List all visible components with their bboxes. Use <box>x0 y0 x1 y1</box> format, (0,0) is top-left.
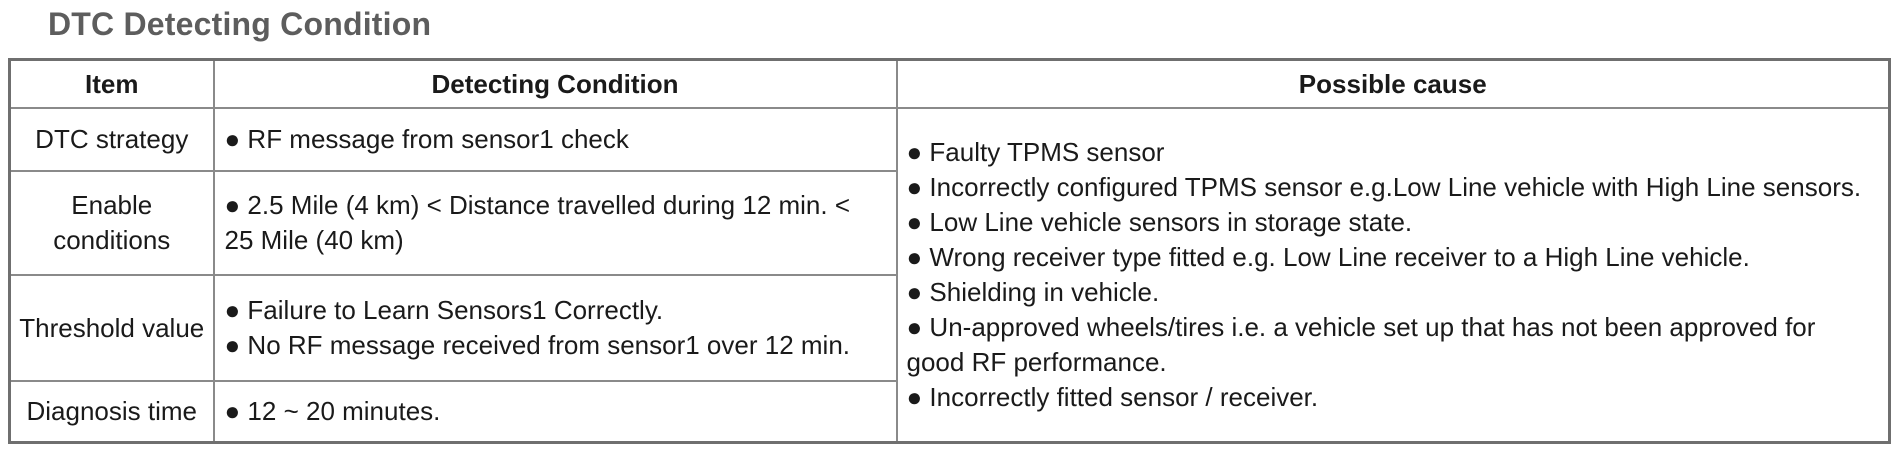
item-dtc-strategy: DTC strategy <box>10 108 214 171</box>
condition-enable-conditions <box>214 171 897 275</box>
cause-item: ● Wrong receiver type fitted e.g. Low Line receiver to a High Line vehicle. <box>906 241 1750 272</box>
cause-item: ● Low Line vehicle sensors in storage state. <box>906 206 1413 237</box>
condition-line: ● RF message from sensor1 check <box>224 124 629 154</box>
cause-item: ● Shielding in vehicle. <box>906 276 1160 307</box>
dtc-condition-table <box>8 58 1891 444</box>
condition-line: ● No RF message received from sensor1 over 12 min. <box>224 330 850 360</box>
cause-item: ● Incorrectly configured TPMS sensor e.g.Low Line vehicle with High Line sensors. <box>906 171 1862 202</box>
possible-cause-list <box>897 108 1890 442</box>
cause-item: ● Incorrectly fitted sensor / receiver. <box>906 381 1319 412</box>
table-row <box>10 108 1890 171</box>
condition-dtc-strategy <box>214 108 897 171</box>
condition-line: ● 2.5 Mile (4 km) < Distance travelled during 12 min. < 25 Mile (40 km) <box>224 190 851 255</box>
header-detecting-condition: Detecting Condition <box>214 60 897 109</box>
cause-item: ● Un-approved wheels/tires i.e. a vehicle set up that has not been approved for good RF performance. <box>906 311 1816 377</box>
item-diagnosis-time: Diagnosis time <box>10 381 214 442</box>
condition-diagnosis-time <box>214 381 897 442</box>
condition-line: ● Failure to Learn Sensors1 Correctly. <box>224 295 664 325</box>
page-title: DTC Detecting Condition <box>48 6 432 42</box>
cause-item: ● Faulty TPMS sensor <box>906 136 1165 167</box>
condition-threshold-value <box>214 275 897 381</box>
item-enable-conditions: Enable conditions <box>10 171 214 275</box>
header-item: Item <box>10 60 214 109</box>
table-header-row <box>10 60 1890 109</box>
header-possible-cause: Possible cause <box>897 60 1890 109</box>
condition-line: ● 12 ~ 20 minutes. <box>224 395 441 426</box>
item-threshold-value: Threshold value <box>10 275 214 381</box>
